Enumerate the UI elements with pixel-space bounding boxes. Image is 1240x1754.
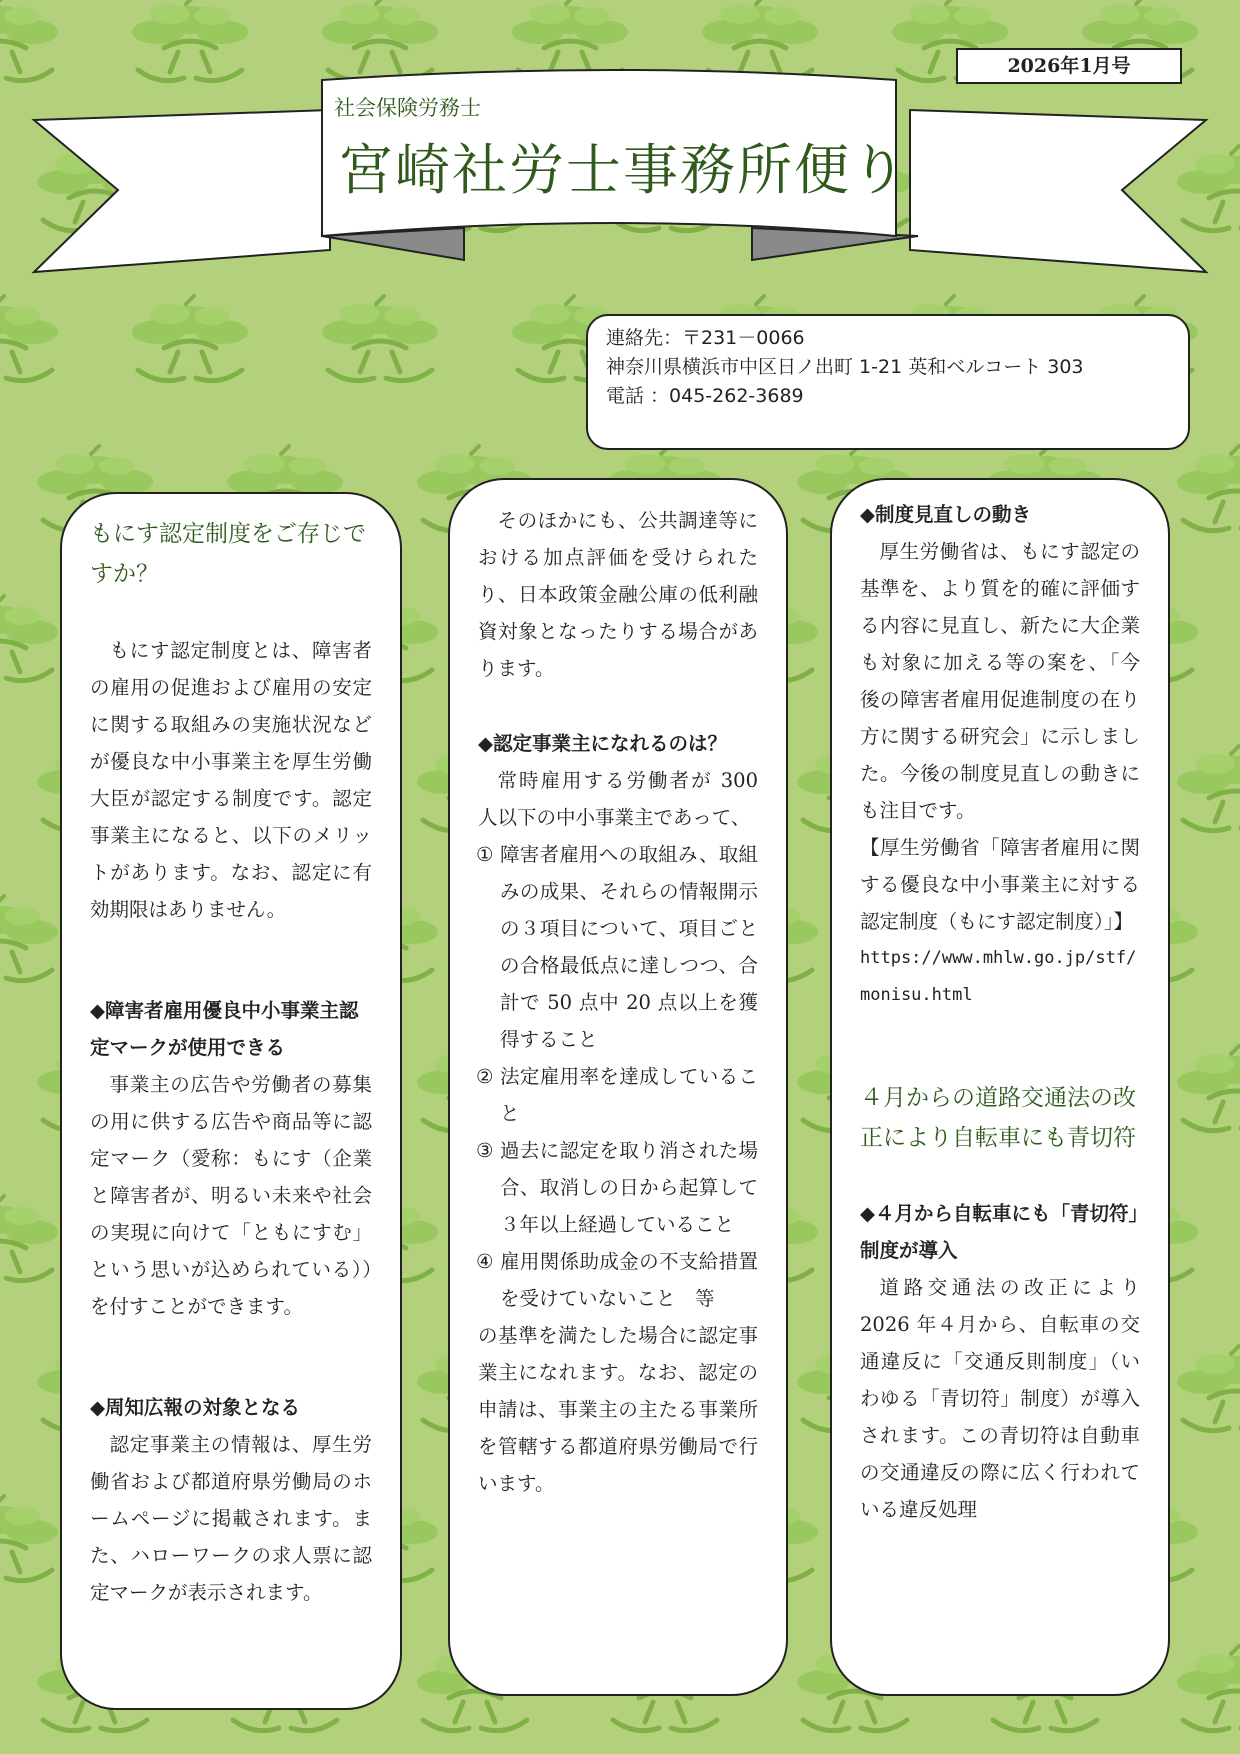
newsletter-title: 宮崎社労士事務所便り [338,138,909,202]
list-item: ② 法定雇用率を達成していること [476,1065,758,1125]
heading-review: ◆制度見直しの動き [860,503,1031,526]
list-item: ③ 過去に認定を取り消された場合、取消しの日から起算して３年以上経過していること [476,1139,758,1236]
article-column-3 [830,478,1170,1696]
monisu-intro: もにす認定制度とは、障害者の雇用の促進および雇用の安定に関する取組みの実施状況などが優良な中小事業主を厚生労働大臣が認定する制度です。認定事業主になると、以下のメリットがあります。なお、認定に有効期限はありません。 [90,639,372,921]
list-item: ① 障害者雇用への取組み、取組みの成果、それらの情報開示の３項目について、項目ごとの合格最低点に達しつつ、合計で 50 点中 20 点以上を獲得すること [476,843,758,1051]
eligibility-criteria-list [478,836,758,1317]
eligibility-lead: 常時雇用する労働者が 300 人以下の中小事業主であって、 [478,769,758,829]
body-blue-ticket: 道路交通法の改正により 2026 年４月から、自転車の交通違反に「交通反則制度」（いわゆる「青切符」制度）が導入されます。この青切符は自動車の交通違反の際に広く行われている違反処理 [860,1276,1140,1521]
heading-blue-ticket: ◆４月から自転車にも「青切符」制度が導入 [860,1202,1139,1262]
body-review: 厚生労働省は、もにす認定の基準を、より質を的確に評価する内容に見直し、新たに大企業も対象に加える等の案を、「今後の障害者雇用促進制度の在り方に関する研究会」に示しました。今後の制度見直しの動きにも注目です。 [860,540,1140,822]
article-column-1 [60,492,402,1710]
heading-publicity: ◆周知広報の対象となる [90,1396,300,1419]
heading-eligibility: ◆認定事業主になれるのは？ [478,732,727,755]
reference-url[interactable]: https://www.mhlw.go.jp/stf/monisu.html [860,948,1137,1005]
issue-date-badge: 2026年1月号 [956,48,1182,84]
newsletter-subtitle: 社会保険労務士 [334,96,481,120]
other-benefits: そのほかにも、公共調達等における加点評価を受けられたり、日本政策金融公庫の低利融資対象となったりする場合があります。 [478,509,758,680]
heading-certification-mark: ◆障害者雇用優良中小事業主認定マークが使用できる [90,999,359,1059]
article-title-monisu: もにす認定制度をご存じですか？ [90,521,366,587]
list-item: ④ 雇用関係助成金の不支給措置を受けていないこと 等 [476,1250,758,1310]
eligibility-closing: の基準を満たした場合に認定事業主になれます。なお、認定の申請は、事業主の主たる事業所を管轄する都道府県労働局で行います。 [478,1324,758,1495]
reference-title: 【厚生労働省「障害者雇用に関する優良な中小事業主に対する認定制度（もにす認定制度）」】 [860,836,1140,933]
body-certification-mark: 事業主の広告や労働者の募集の用に供する広告や商品等に認定マーク（愛称：もにす（企業と障害者が、明るい未来や社会の実現に向けて「ともにすむ」という思いが込められている））を付すことができます。 [90,1073,372,1318]
contact-info-box [586,314,1190,450]
contact-address: 神奈川県横浜市中区日ノ出町 1-21 英和ベルコート 303 [606,356,1084,378]
contact-postal: 連絡先：〒231－0066 [606,327,805,349]
contact-phone: 電話 ：045-262-3689 [606,385,804,407]
article-title-bicycle: ４月からの道路交通法の改正により自転車にも青切符 [860,1085,1136,1151]
body-publicity: 認定事業主の情報は、厚生労働省および都道府県労働局のホームページに掲載されます。また、ハローワークの求人票に認定マークが表示されます。 [90,1433,372,1604]
article-column-2 [448,478,788,1696]
